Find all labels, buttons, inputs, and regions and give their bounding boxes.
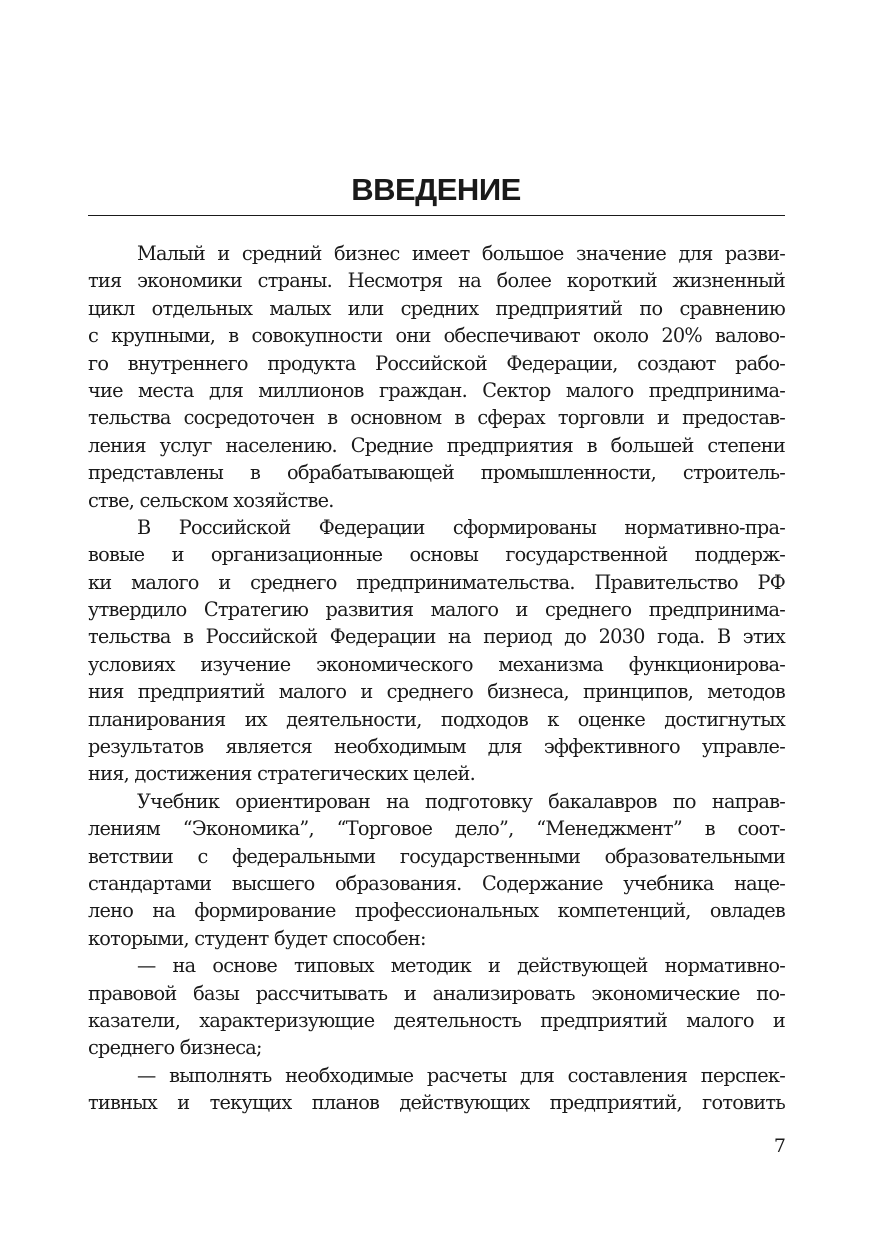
text-line: результатов является необходимым для эффективного управле- xyxy=(88,735,785,759)
text-line: ления услуг населению. Средние предприятия в большей степени xyxy=(88,433,785,457)
text-line: — выполнять необходимые расчеты для составления перспек- xyxy=(137,1063,785,1087)
text-line: ния предприятий малого и среднего бизнеса, принципов, методов xyxy=(88,680,785,704)
text-line: ветствии с федеральными государственными образовательными xyxy=(88,844,785,868)
text-line: правовой базы рассчитывать и анализировать экономические по- xyxy=(88,981,785,1005)
body-text xyxy=(88,240,785,1117)
text-line: с крупными, в совокупности они обеспечивают около 20% валово- xyxy=(88,324,785,348)
text-line: тия экономики страны. Несмотря на более короткий жизненный xyxy=(88,269,785,293)
text-line: ния, достижения стратегических целей. xyxy=(88,762,475,786)
text-line: стандартами высшего образования. Содержание учебника наце- xyxy=(88,871,785,895)
page-title: ВВЕДЕНИЕ xyxy=(351,172,521,207)
text-line: среднего бизнеса; xyxy=(88,1036,262,1060)
text-line: казатели, характеризующие деятельность предприятий малого и xyxy=(88,1008,785,1032)
text-line: вовые и организационные основы государственной поддерж- xyxy=(88,543,785,567)
text-line: Малый и средний бизнес имеет большое значение для разви- xyxy=(137,242,785,265)
text-line: Учебник ориентирован на подготовку бакалавров по направ- xyxy=(137,789,785,813)
text-line: лено на формирование профессиональных компетенций, овладев xyxy=(88,899,785,923)
text-line: ки малого и среднего предпринимательства. Правительство РФ xyxy=(88,570,785,594)
text-line: стве, сельском хозяйстве. xyxy=(88,488,334,512)
text-line: которыми, студент будет способен: xyxy=(88,926,426,950)
text-line: — на основе типовых методик и действующей нормативно- xyxy=(137,954,785,978)
text-line: представлены в обрабатывающей промышленности, строитель- xyxy=(88,461,785,485)
text-line: тельства в Российской Федерации на период до 2030 года. В этих xyxy=(88,625,785,649)
text-line: цикл отдельных малых или средних предприятий по сравнению xyxy=(88,296,785,320)
text-line: тивных и текущих планов действующих предприятий, готовить xyxy=(88,1091,785,1115)
text-line: утвердило Стратегию развития малого и среднего предпринима- xyxy=(88,598,785,622)
text-line: тельства сосредоточен в основном в сферах торговли и предостав- xyxy=(88,406,785,430)
text-line: чие места для миллионов граждан. Сектор малого предпринима- xyxy=(88,378,785,402)
title-underline xyxy=(88,215,785,216)
page-number: 7 xyxy=(773,1135,786,1157)
text-line: условиях изучение экономического механизма функционирова- xyxy=(88,652,785,676)
text-line: го внутреннего продукта Российской Федерации, создают рабо- xyxy=(88,351,785,375)
text-line: лениям “Экономика”, “Торговое дело”, “Менеджмент” в соот- xyxy=(88,817,785,841)
text-line: планирования их деятельности, подходов к оценке достигнутых xyxy=(88,707,785,731)
text-line: В Российской Федерации сформированы нормативно-пра- xyxy=(137,515,785,539)
